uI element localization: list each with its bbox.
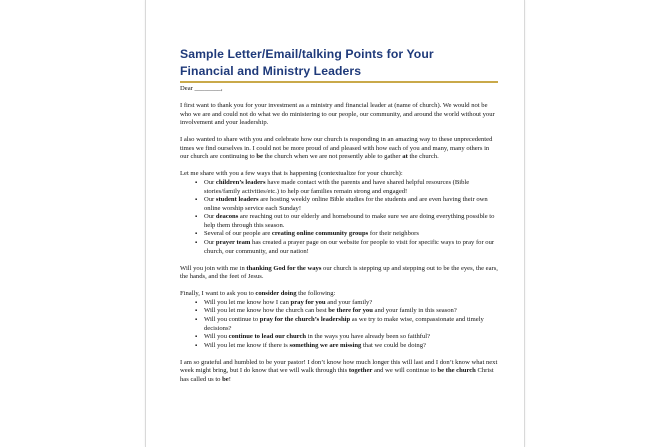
paragraph-5: Finally, I want to ask you to consider doing the following:	[180, 290, 336, 298]
text-run: I also wanted to share with you and celebrate how our church is responding in an amazing way to these unprecedented times we find ourselves in. I could not be more proud of and pleased with how each of you and many, many others in our church are continuing to	[180, 136, 493, 161]
greeting: Dear ________,	[180, 85, 223, 92]
list-item: ▪ Will you let me know how the church can best be there for you and your family in this season?	[204, 307, 498, 316]
list-item: ▪ Will you let me know how I can pray for you and your family?	[204, 299, 498, 308]
document-title	[180, 46, 498, 80]
paragraph-6: I am so grateful and humbled to be your pastor! I don’t know how much longer this will last and I don’t know what next week might bring, but I do know that we will walk through this together and we will continue to be the church Christ has called us to be!	[180, 358, 498, 383]
paragraph-4: Will you join with me in thanking God for the ways our church is stepping up and stepping out to be the eyes, the ears, the hands, and the feet of Jesus.	[180, 264, 498, 281]
spacer	[180, 350, 498, 358]
document-page	[145, 0, 525, 447]
text-run: the church.	[407, 153, 439, 161]
list-item: ▪ Will you continue to lead our church in the ways you have already been so faithful?	[204, 333, 498, 342]
list-item: ▪ Will you let me know if there is something we are missing that we could be doing?	[204, 342, 498, 351]
list-item: ▪ Our student leaders are hosting weekly online Bible studies for the students and are even having their own online worship service each Sunday!	[204, 196, 498, 213]
list-item: ▪ Our deacons are reaching out to our elderly and homebound to make sure we are doing everything possible to help them through this season.	[204, 213, 498, 230]
title-underline	[180, 81, 498, 83]
list-item: ▪ Several of our people are creating online community groups for their neighbors	[204, 230, 498, 239]
spacer	[180, 282, 498, 290]
text-run: the church when we are not presently able to gather	[262, 153, 403, 161]
spacer	[180, 162, 498, 170]
list-item: ▪ Our prayer team has created a prayer page on our website for people to visit for specific ways to pray for our church, our community, and our nation!	[204, 239, 498, 256]
request-list	[180, 299, 498, 351]
paragraph-2	[180, 136, 498, 162]
title-line-2: Financial and Ministry Leaders	[180, 64, 362, 78]
document-body	[180, 46, 498, 385]
list-item: ▪ Our children’s leaders have made contact with the parents and have shared helpful resources (Bible stories/family activities/etc.) to help our families remain strong and engaged!	[204, 179, 498, 196]
title-line-1: Sample Letter/Email/talking Points for Your	[180, 47, 434, 61]
list-item: ▪ Will you continue to pray for the church’s leadership as we try to make wise, compassionate and timely decisions?	[204, 316, 498, 333]
spacer	[180, 128, 498, 136]
ministry-list	[180, 179, 498, 256]
spacer	[180, 256, 498, 264]
bold-run: at	[402, 153, 408, 161]
paragraph-3: Let me share with you a few ways that is happening (contextualize for your church):	[180, 170, 403, 178]
paragraph-1: I first want to thank you for your investment as a ministry and financial leader at (name of church). We would not be who we are and could not do what we do ministering to our people, our community, and around the world without your involvement and your leadership.	[180, 101, 495, 127]
bold-run: be	[256, 153, 263, 161]
spacer	[180, 94, 498, 102]
